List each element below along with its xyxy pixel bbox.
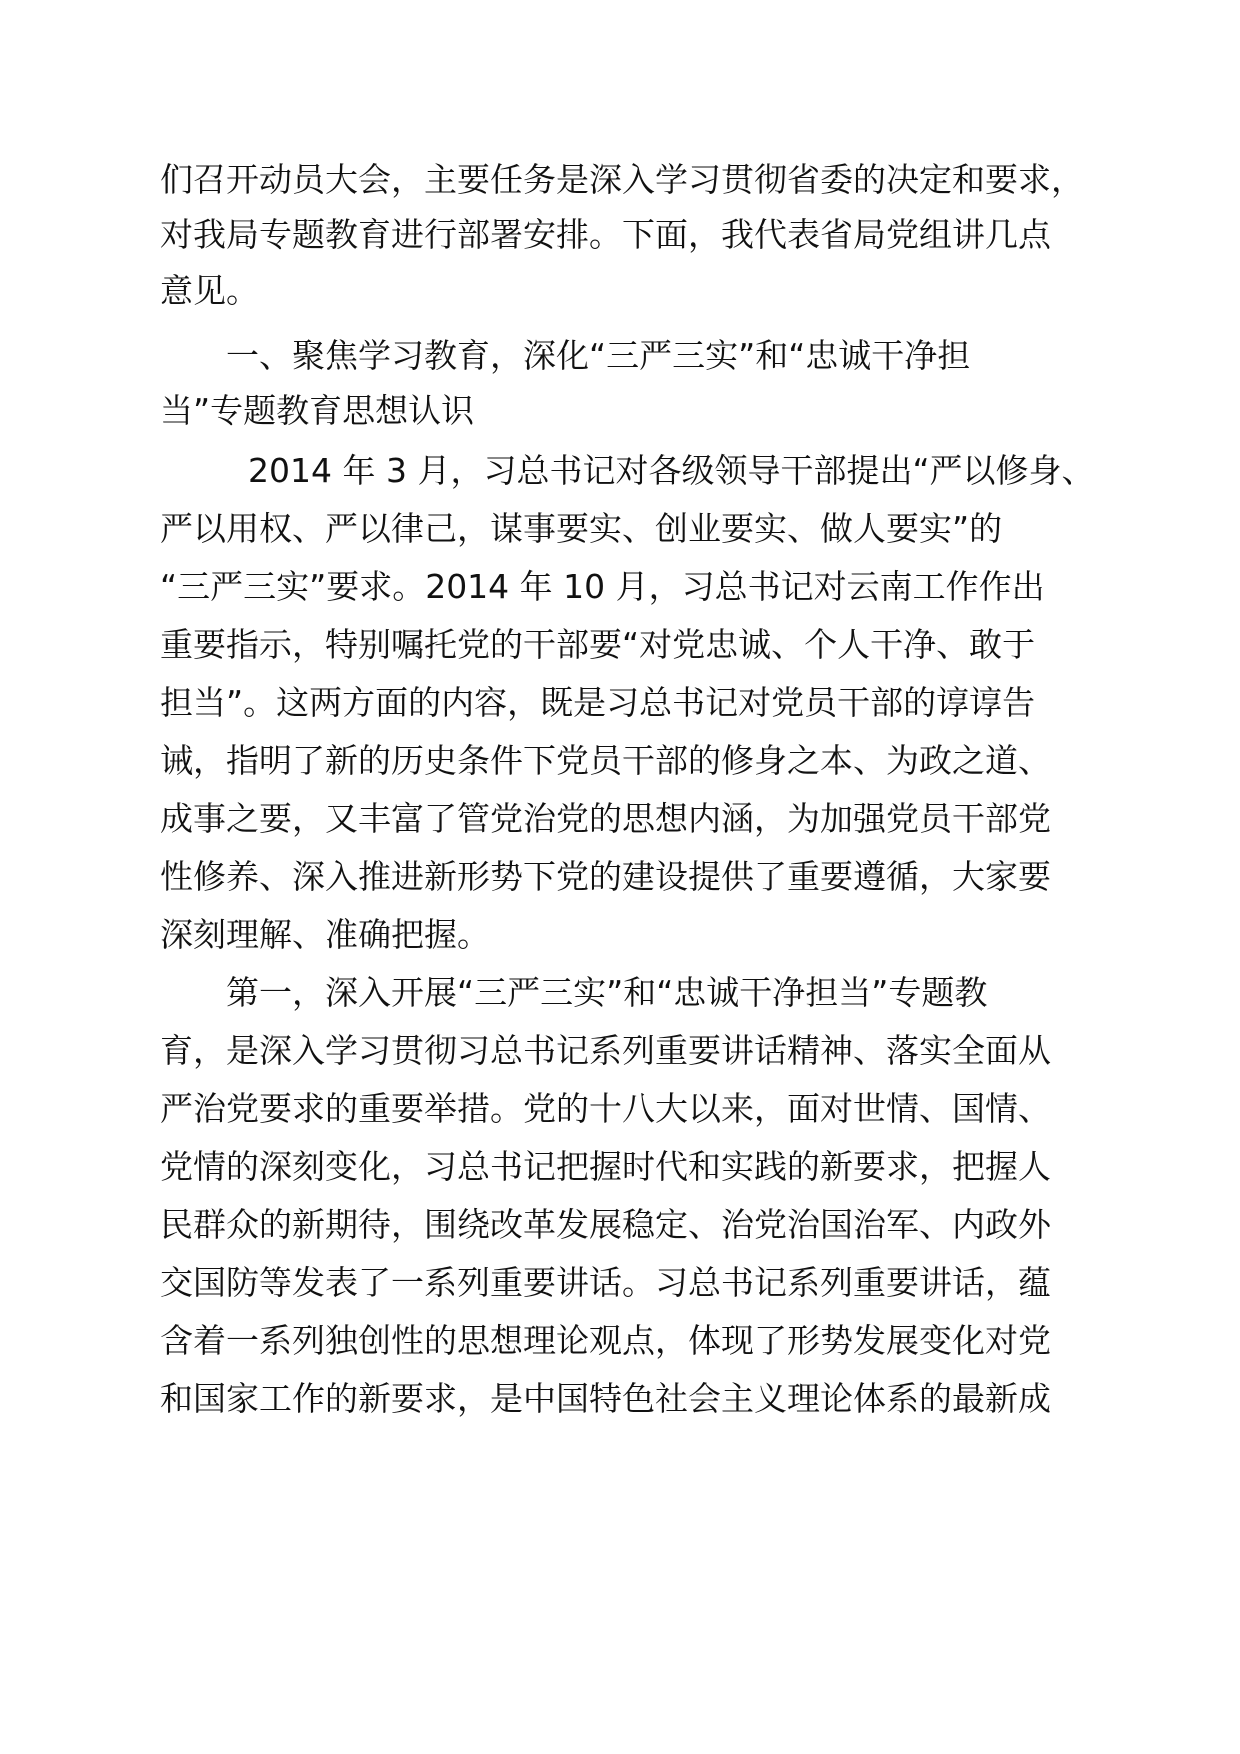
text-line: 严治党要求的重要举措。党的十八大以来，面对世情、国情、 [160, 1089, 1051, 1128]
text-line: 担当”。这两方面的内容，既是习总书记对党员干部的谆谆告 [160, 683, 1036, 722]
text-line: 重要指示，特别嘱托党的干部要“对党忠诚、个人干净、敢于 [160, 625, 1036, 664]
section-heading: 一、聚焦学习教育，深化“三严三实”和“忠诚干净担 [226, 336, 971, 375]
text-line: 们召开动员大会，主要任务是深入学习贯彻省委的决定和要求， [160, 160, 1084, 199]
text-line: 2014 年 3 月，习总书记对各级领导干部提出“严以修身、 [248, 451, 1095, 490]
text-line: 深刻理解、准确把握。 [160, 915, 490, 954]
text-line: 严以用权、严以律己，谋事要实、创业要实、做人要实”的 [160, 509, 1003, 548]
text-line: 党情的深刻变化，习总书记把握时代和实践的新要求，把握人 [160, 1147, 1051, 1186]
text-line: “三严三实”要求。2014 年 10 月，习总书记对云南工作作出 [160, 567, 1045, 606]
text-line: 育，是深入学习贯彻习总书记系列重要讲话精神、落实全面从 [160, 1031, 1051, 1070]
section-heading-continued: 当”专题教育思想认识 [160, 391, 475, 430]
text-line: 交国防等发表了一系列重要讲话。习总书记系列重要讲话，蕴 [160, 1263, 1051, 1302]
text-line: 第一，深入开展“三严三实”和“忠诚干净担当”专题教 [226, 973, 988, 1012]
text-line: 成事之要，又丰富了管党治党的思想内涵，为加强党员干部党 [160, 799, 1051, 838]
text-line: 民群众的新期待，围绕改革发展稳定、治党治国治军、内政外 [160, 1205, 1051, 1244]
text-line: 性修养、深入推进新形势下党的建设提供了重要遵循，大家要 [160, 857, 1051, 896]
text-line: 意见。 [160, 271, 259, 310]
text-line: 和国家工作的新要求，是中国特色社会主义理论体系的最新成 [160, 1379, 1051, 1418]
text-line: 对我局专题教育进行部署安排。下面，我代表省局党组讲几点 [160, 215, 1051, 254]
text-line: 诫，指明了新的历史条件下党员干部的修身之本、为政之道、 [160, 741, 1051, 780]
text-line: 含着一系列独创性的思想理论观点，体现了形势发展变化对党 [160, 1321, 1051, 1360]
